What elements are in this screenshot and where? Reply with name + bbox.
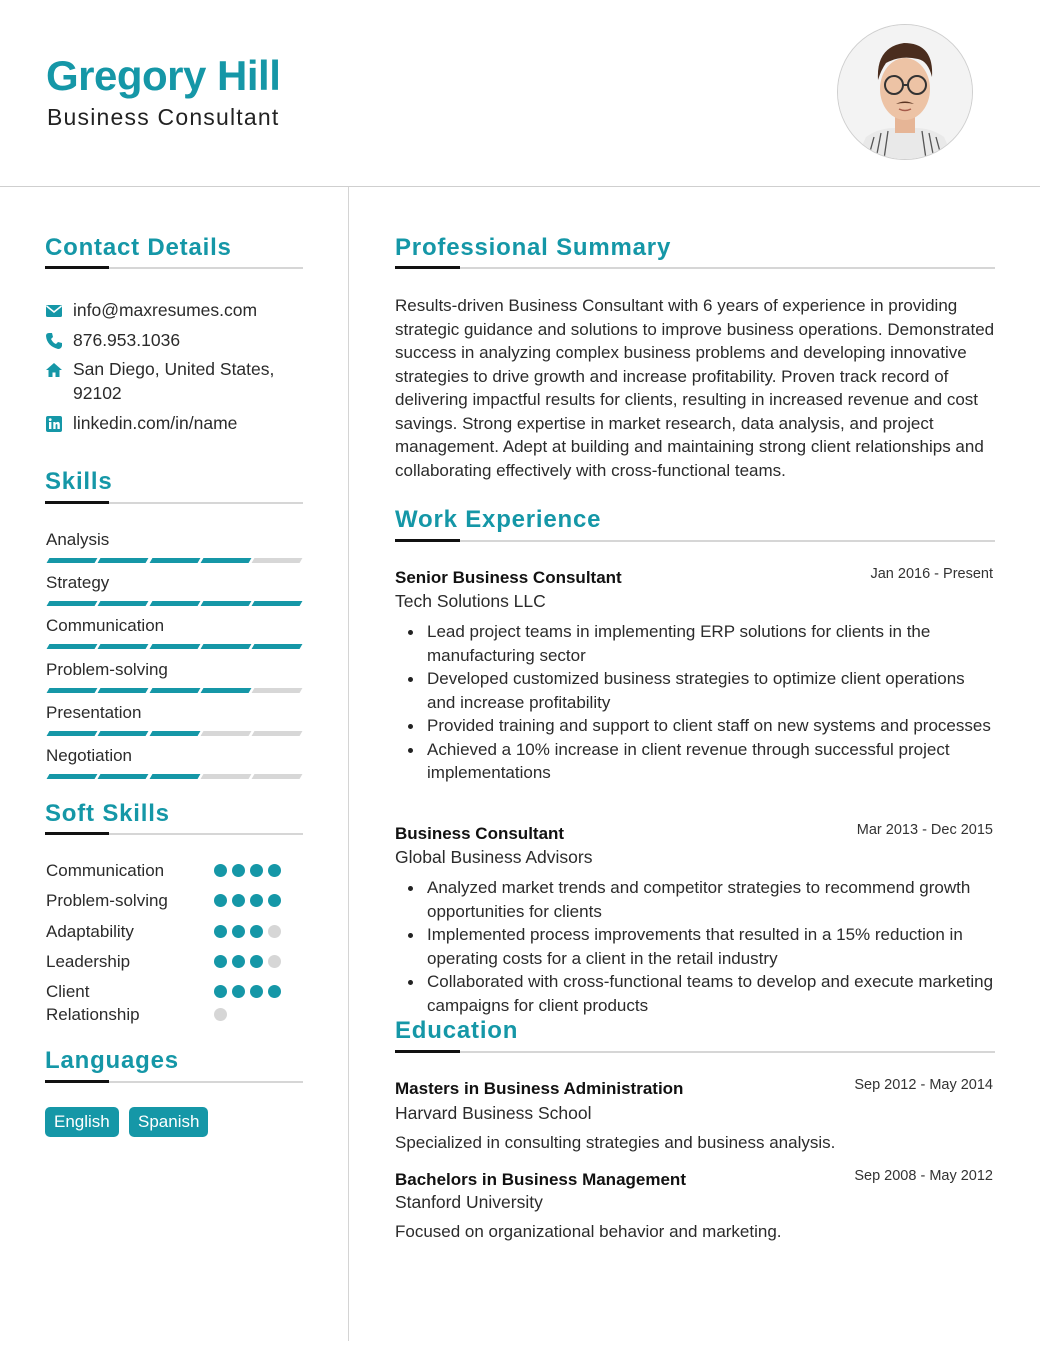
skill-level-segment bbox=[149, 601, 200, 606]
summary-text: Results-driven Business Consultant with 6 years of experience in providing strategic guidance and solutions to improve business operations. Demonstrated success in analyzing complex business problems and developing innovative strategies to drive growth and increase profitability. Proven track record of delivering impactful results for clients, resulting in increased revenue and cost savings. Strong expertise in market research, data analysis, and project management. Adept at building and maintaining strong client relationships and collaborating effectively with cross-functional teams. bbox=[395, 296, 995, 480]
soft-skills-section-rule bbox=[45, 833, 303, 835]
job-bullet: Developed customized business strategies to optimize client operations and increase profitability bbox=[404, 667, 994, 714]
skill-level-segment bbox=[47, 601, 98, 606]
skill-label: Problem-solving bbox=[46, 660, 168, 679]
profile-photo bbox=[837, 24, 973, 160]
soft-skill-rating bbox=[214, 864, 294, 878]
job-company: Tech Solutions LLC bbox=[395, 591, 546, 611]
skill-level-segment bbox=[98, 688, 149, 693]
job-bullets bbox=[404, 876, 994, 1017]
soft-skill-label: Leadership bbox=[46, 952, 131, 971]
summary-section-rule bbox=[395, 267, 995, 269]
skill-level-segment bbox=[200, 774, 251, 779]
candidate-role: Business Consultant bbox=[47, 104, 280, 130]
skill-level-segment bbox=[200, 644, 251, 649]
rating-dot bbox=[232, 955, 245, 968]
resume-header bbox=[0, 0, 1040, 187]
soft-skill-rating bbox=[214, 985, 294, 999]
soft-skill-label-line: Relationship bbox=[46, 1005, 140, 1024]
skill-level-segment bbox=[47, 558, 98, 563]
skill-level-bar bbox=[46, 558, 302, 563]
skill-level-segment bbox=[98, 644, 149, 649]
soft-skill-label: Communication bbox=[46, 861, 165, 880]
rating-dot bbox=[214, 894, 227, 907]
job-bullet: Lead project teams in implementing ERP solutions for clients in the manufacturing sector bbox=[404, 620, 994, 667]
school-name: Harvard Business School bbox=[395, 1103, 592, 1123]
contact-address-line2: 92102 bbox=[73, 383, 122, 403]
contact-address-line1: San Diego, United States, bbox=[73, 359, 275, 379]
soft-skills-section-title: Soft Skills bbox=[45, 800, 170, 827]
contact-email-text: info@maxresumes.com bbox=[73, 300, 258, 320]
linkedin-icon bbox=[45, 415, 63, 433]
skill-level-segment bbox=[149, 774, 200, 779]
rating-dot bbox=[268, 925, 281, 938]
skill-label: Negotiation bbox=[46, 746, 133, 765]
rating-dot bbox=[214, 864, 227, 877]
job-dates: Jan 2016 - Present bbox=[870, 566, 993, 582]
job-title: Business Consultant bbox=[395, 824, 565, 843]
skill-level-bar bbox=[46, 601, 302, 606]
skill-level-segment bbox=[252, 688, 303, 693]
rating-dot bbox=[232, 925, 245, 938]
job-bullet: Provided training and support to client staff on new systems and processes bbox=[404, 714, 994, 738]
skill-level-bar bbox=[46, 731, 302, 736]
rating-dot bbox=[268, 955, 281, 968]
degree-title: Bachelors in Business Management bbox=[395, 1170, 686, 1189]
skill-level-segment bbox=[47, 644, 98, 649]
contact-section-rule bbox=[45, 267, 303, 269]
skill-level-segment bbox=[98, 601, 149, 606]
skill-level-segment bbox=[47, 731, 98, 736]
experience-section-rule bbox=[395, 540, 995, 542]
skill-level-segment bbox=[149, 558, 200, 563]
rating-dot bbox=[232, 985, 245, 998]
job-dates: Mar 2013 - Dec 2015 bbox=[856, 822, 993, 838]
job-bullet: Collaborated with cross-functional teams to develop and execute marketing campaigns for client products bbox=[404, 970, 994, 1017]
soft-skill-rating bbox=[214, 894, 294, 908]
job-bullet: Analyzed market trends and competitor strategies to recommend growth opportunities for clients bbox=[404, 876, 994, 923]
degree-dates: Sep 2012 - May 2014 bbox=[854, 1077, 993, 1093]
skill-label: Communication bbox=[46, 616, 165, 635]
skill-level-segment bbox=[98, 558, 149, 563]
skills-section-title: Skills bbox=[45, 468, 113, 495]
job-bullet: Achieved a 10% increase in client revenue through successful project implementations bbox=[404, 738, 994, 785]
rating-dot bbox=[268, 894, 281, 907]
envelope-icon bbox=[45, 302, 63, 320]
rating-dot bbox=[232, 864, 245, 877]
skill-level-segment bbox=[252, 774, 303, 779]
degree-dates: Sep 2008 - May 2012 bbox=[854, 1168, 993, 1184]
job-title: Senior Business Consultant bbox=[395, 568, 622, 587]
rating-dot bbox=[250, 925, 263, 938]
skill-level-segment bbox=[98, 774, 149, 779]
profile-photo-illustration bbox=[838, 25, 972, 159]
skill-level-bar bbox=[46, 774, 302, 779]
skill-label: Presentation bbox=[46, 703, 142, 722]
job-bullets bbox=[404, 620, 994, 785]
languages-section-title: Languages bbox=[45, 1047, 179, 1074]
skill-level-segment bbox=[200, 601, 251, 606]
contact-linkedin-text: linkedin.com/in/name bbox=[73, 413, 238, 433]
job-company: Global Business Advisors bbox=[395, 847, 593, 867]
skill-level-segment bbox=[200, 731, 251, 736]
skill-level-segment bbox=[149, 688, 200, 693]
rating-dot bbox=[214, 1008, 227, 1021]
column-divider bbox=[348, 187, 349, 1341]
rating-dot bbox=[214, 925, 227, 938]
skill-label: Strategy bbox=[46, 573, 110, 592]
language-badge: English bbox=[45, 1107, 119, 1137]
rating-dot bbox=[268, 864, 281, 877]
rating-dot bbox=[250, 894, 263, 907]
candidate-name: Gregory Hill bbox=[46, 52, 281, 99]
school-name: Stanford University bbox=[395, 1192, 543, 1212]
experience-section-title: Work Experience bbox=[395, 506, 602, 533]
soft-skill-label bbox=[46, 980, 206, 1026]
education-section-rule bbox=[395, 1051, 995, 1053]
soft-skill-label: Problem-solving bbox=[46, 891, 168, 910]
contact-phone-text: 876.953.1036 bbox=[73, 330, 181, 350]
skill-level-segment bbox=[252, 558, 303, 563]
skill-level-segment bbox=[252, 731, 303, 736]
degree-note: Focused on organizational behavior and marketing. bbox=[395, 1222, 782, 1241]
skills-section-rule bbox=[45, 502, 303, 504]
language-badge: Spanish bbox=[129, 1107, 208, 1137]
degree-note: Specialized in consulting strategies and business analysis. bbox=[395, 1133, 836, 1152]
home-icon bbox=[45, 361, 63, 379]
soft-skill-rating bbox=[214, 955, 294, 969]
skill-level-segment bbox=[149, 731, 200, 736]
skill-level-bar bbox=[46, 644, 302, 649]
skill-level-segment bbox=[47, 774, 98, 779]
skill-level-segment bbox=[47, 688, 98, 693]
skill-level-bar bbox=[46, 688, 302, 693]
rating-dot bbox=[250, 985, 263, 998]
skill-level-segment bbox=[98, 731, 149, 736]
rating-dot bbox=[250, 864, 263, 877]
skill-level-segment bbox=[252, 644, 303, 649]
languages-section-rule bbox=[45, 1081, 303, 1083]
skill-level-segment bbox=[149, 644, 200, 649]
job-bullet: Implemented process improvements that resulted in a 15% reduction in operating costs for a client in the retail industry bbox=[404, 923, 994, 970]
skill-label: Analysis bbox=[46, 530, 110, 549]
rating-dot bbox=[232, 894, 245, 907]
summary-section-title: Professional Summary bbox=[395, 234, 672, 261]
degree-title: Masters in Business Administration bbox=[395, 1079, 684, 1098]
soft-skill-rating bbox=[214, 925, 294, 939]
rating-dot bbox=[268, 985, 281, 998]
skill-level-segment bbox=[200, 688, 251, 693]
contact-section-title: Contact Details bbox=[45, 234, 232, 261]
education-section-title: Education bbox=[395, 1017, 519, 1044]
soft-skill-label: Adaptability bbox=[46, 922, 134, 941]
rating-dot bbox=[214, 955, 227, 968]
rating-dot bbox=[214, 985, 227, 998]
skill-level-segment bbox=[200, 558, 251, 563]
rating-dot bbox=[250, 955, 263, 968]
soft-skill-label-line: Client bbox=[46, 982, 90, 1001]
skill-level-segment bbox=[252, 601, 303, 606]
phone-icon bbox=[45, 332, 63, 350]
